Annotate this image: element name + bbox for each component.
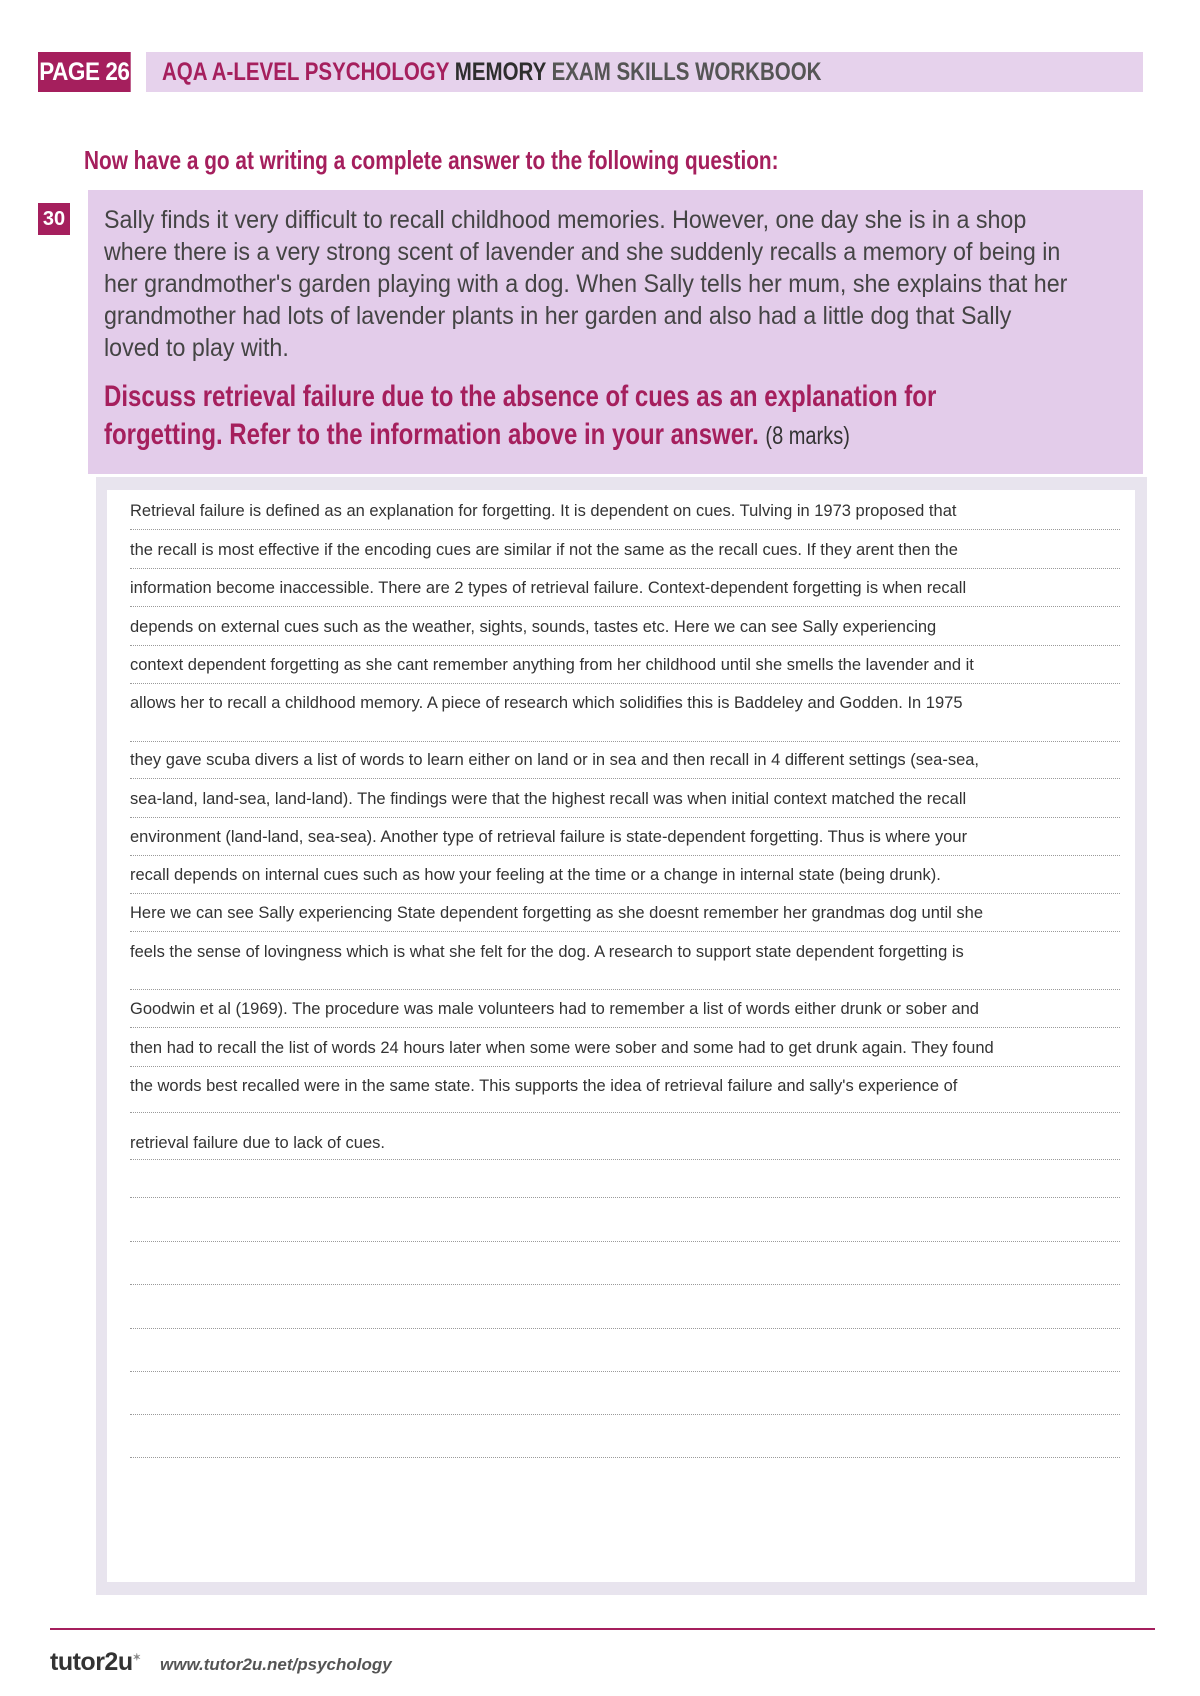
question-number-badge: 30	[38, 203, 70, 235]
answer-rule-line	[130, 1159, 1120, 1161]
title-course: AQA A-LEVEL PSYCHOLOGY	[162, 58, 450, 86]
question-prompt-text: Discuss retrieval failure due to the absence of cues as an explanation for forgetting. Refer to the information above in your answer.	[104, 380, 937, 451]
answer-text-line: the words best recalled were in the same state. This supports the idea of retrieval failure and sally's experience of	[130, 1077, 958, 1095]
answer-text-line: depends on external cues such as the weather, sights, sounds, tastes etc. Here we can see Sally experiencing	[130, 618, 937, 636]
question-scenario-text: Sally finds it very difficult to recall childhood memories. However, one day she is in a shop where there is a very strong scent of lavender and she suddenly recalls a memory of being in her grandmother's garden playing with a dog. When Sally tells her mum, she explains that her grandmother had lots of lavender plants in her garden and also had a little dog that Sally loved to play with.	[104, 206, 1068, 362]
answer-rule-line	[130, 989, 1120, 991]
answer-rule-line	[130, 931, 1120, 933]
answer-rule-line	[130, 1066, 1120, 1068]
answer-text-line: context dependent forgetting as she cant remember anything from her childhood until she smells the lavender and it	[130, 656, 974, 674]
answer-rule-line	[130, 1371, 1120, 1373]
answer-rule-line	[130, 1414, 1120, 1416]
answer-rule-line	[130, 1328, 1120, 1330]
answer-text-line: Retrieval failure is defined as an explanation for forgetting. It is dependent on cues. Tulving in 1973 proposed that	[130, 502, 957, 520]
answer-rule-line	[130, 1284, 1120, 1286]
title-workbook: EXAM SKILLS WORKBOOK	[551, 58, 822, 86]
answer-text-line: recall depends on internal cues such as how your feeling at the time or a change in internal state (being drunk).	[130, 866, 941, 884]
title-topic: MEMORY	[454, 58, 546, 86]
answer-rule-line	[130, 741, 1120, 743]
answer-rule-line	[130, 893, 1120, 895]
answer-rule-line	[130, 606, 1120, 608]
answer-rule-line	[130, 1112, 1120, 1114]
answer-rule-line	[130, 568, 1120, 570]
answer-text-line: sea-land, land-sea, land-land). The findings were that the highest recall was when initial context matched the recall	[130, 790, 967, 808]
instruction-heading: Now have a go at writing a complete answer to the following question:	[84, 145, 779, 175]
answer-text-line: allows her to recall a childhood memory. A piece of research which solidifies this is Baddeley and Godden. In 1975	[130, 694, 963, 712]
answer-text-line: information become inaccessible. There are 2 types of retrieval failure. Context-dependent forgetting is when recall	[130, 579, 967, 597]
page-header	[38, 52, 1143, 92]
answer-rule-line	[130, 645, 1120, 647]
footer-url: www.tutor2u.net/psychology	[160, 1655, 392, 1674]
answer-rule-line	[130, 1457, 1120, 1459]
answer-rule-line	[130, 778, 1120, 780]
answer-rule-line	[130, 1027, 1120, 1029]
answer-rule-line	[130, 529, 1120, 531]
question-marks: (8 marks)	[765, 422, 850, 450]
answer-text-line: environment (land-land, sea-sea). Another type of retrieval failure is state-dependent forgetting. Thus is where your	[130, 828, 968, 846]
answer-rule-line	[130, 855, 1120, 857]
footer-rule	[50, 1628, 1155, 1630]
answer-rule-line	[130, 1197, 1120, 1199]
answer-text-line: Here we can see Sally experiencing State dependent forgetting as she doesnt remember her grandmas dog until she	[130, 904, 984, 922]
answer-area	[107, 490, 1135, 1582]
answer-text-line: retrieval failure due to lack of cues.	[130, 1134, 385, 1152]
answer-text-line: then had to recall the list of words 24 hours later when some were sober and some had to get drunk again. They found	[130, 1039, 994, 1057]
page-number-label: PAGE 26	[38, 52, 131, 92]
answer-text-line: Goodwin et al (1969). The procedure was male volunteers had to remember a list of words either drunk or sober and	[130, 1000, 979, 1018]
question-prompt	[104, 378, 968, 455]
answer-text-line: they gave scuba divers a list of words to learn either on land or in sea and then recall in 4 different settings (sea-sea,	[130, 751, 980, 769]
workbook-title-bar	[146, 52, 1143, 92]
answer-text-line: the recall is most effective if the encoding cues are similar if not the same as the recall cues. If they arent then the	[130, 541, 958, 559]
answer-rule-line	[130, 817, 1120, 819]
tutor2u-logo: tutor2u✶	[50, 1648, 141, 1676]
answer-rule-line	[130, 683, 1120, 685]
answer-text-line: feels the sense of lovingness which is what she felt for the dog. A research to support state dependent forgetting is	[130, 943, 964, 961]
answer-rule-line	[130, 1241, 1120, 1243]
